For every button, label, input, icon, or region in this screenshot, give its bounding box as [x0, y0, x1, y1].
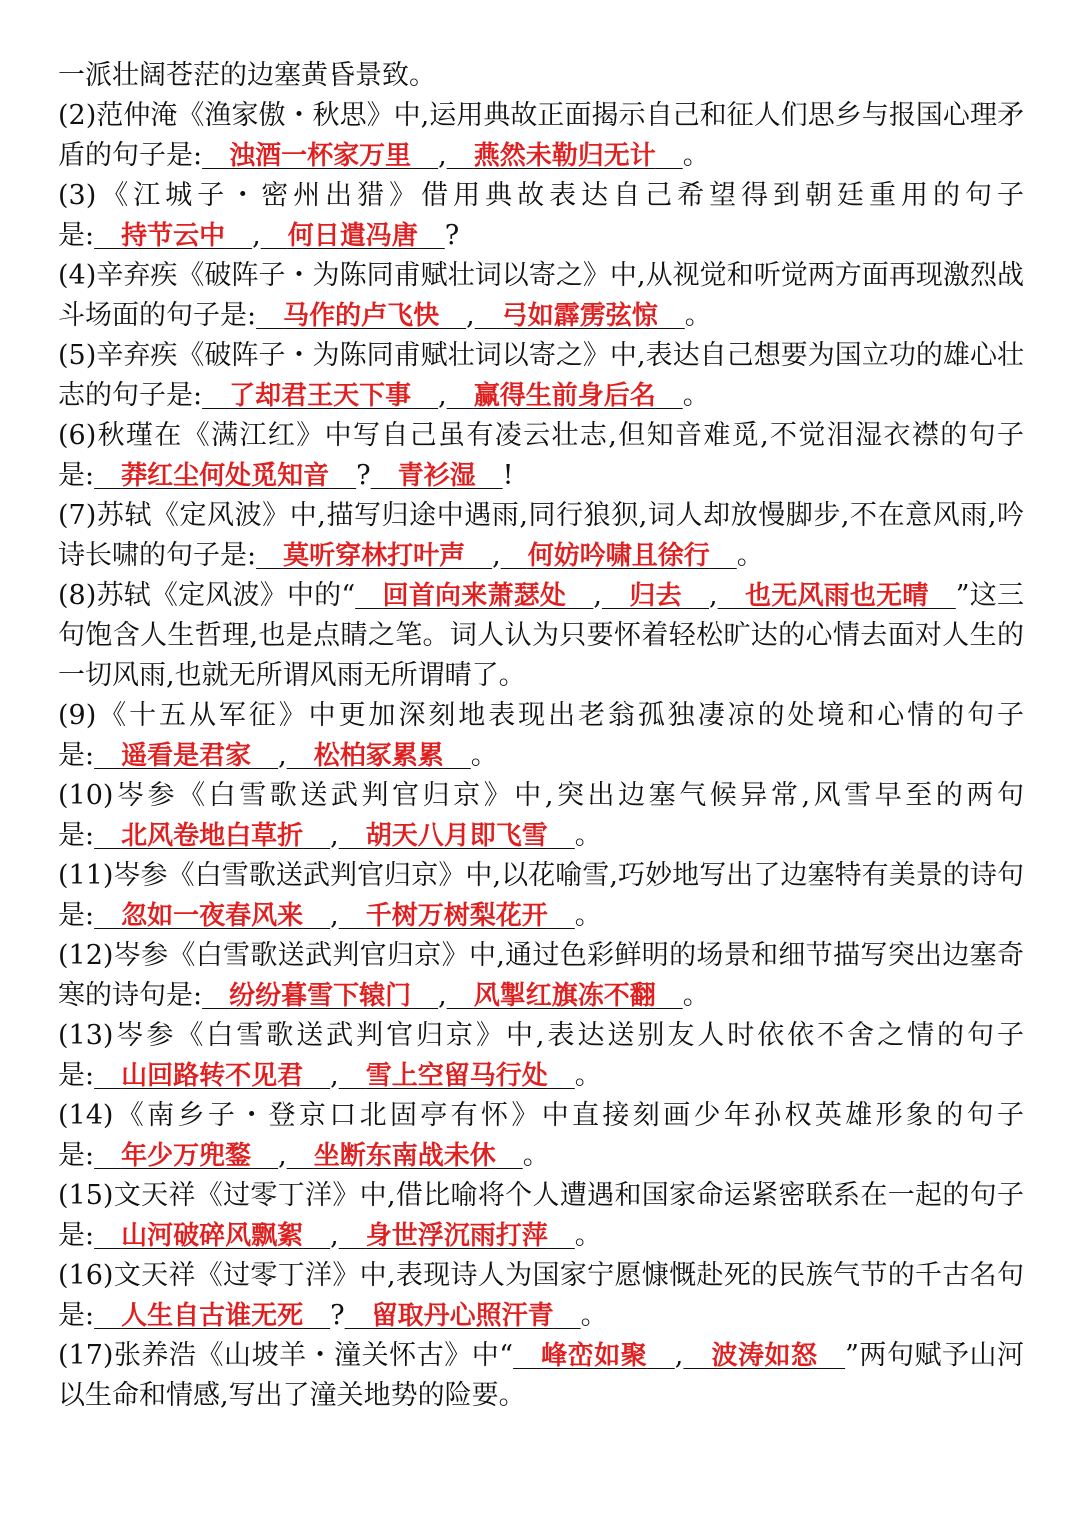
answer-text: 波涛如怒 — [711, 1341, 818, 1371]
answer-text: 遥看是君家 — [121, 741, 252, 771]
question-paragraph — [58, 696, 1024, 776]
answer-blank — [447, 140, 683, 171]
question-text: (3)《江城子・密州出猎》借用典故表达自己希望得到朝廷重用的句子是: — [58, 180, 1024, 251]
answer-text: 年少万兜鍪 — [121, 1141, 252, 1171]
answer-blank — [683, 1340, 845, 1371]
answer-text: 身世浮沉雨打萍 — [365, 1221, 548, 1251]
question-text: (13)岑参《白雪歌送武判官归京》中,表达送别友人时依依不舍之情的句子是: — [58, 1020, 1024, 1091]
question-text: , — [278, 1140, 287, 1171]
question-paragraph — [58, 936, 1024, 1016]
answer-text: 千树万树梨花开 — [365, 901, 548, 931]
answer-blank — [94, 460, 356, 491]
answer-text: 何日遣冯唐 — [287, 221, 418, 251]
answer-text: 弓如霹雳弦惊 — [501, 301, 658, 331]
question-text: 。 — [580, 1300, 608, 1331]
answer-text: 何妨吟啸且徐行 — [527, 541, 710, 571]
answer-text: 峰峦如聚 — [541, 1341, 648, 1371]
question-text: 。 — [682, 980, 710, 1011]
question-text: (10)岑参《白雪歌送武判官归京》中,突出边塞气候异常,风雪早至的两句是: — [58, 780, 1024, 851]
question-text: (7)苏轼《定风波》中,描写归途中遇雨,同行狼狈,词人却放慢脚步,不在意风雨,吟诗长啸的句子是: — [58, 500, 1024, 571]
question-text: , — [330, 1220, 339, 1251]
answer-text: 山回路转不见君 — [121, 1061, 304, 1091]
answer-text: 人生自古谁无死 — [121, 1301, 304, 1331]
question-text: ”两句赋予山河以生命和情感,写出了潼关地势的险要。 — [58, 1340, 1025, 1411]
question-text: (5)辛弃疾《破阵子・为陈同甫赋壮词以寄之》中,表达自己想要为国立功的雄心壮志的句子是: — [58, 340, 1024, 411]
question-text: 。 — [522, 1140, 550, 1171]
answer-text: 松柏冢累累 — [313, 741, 444, 771]
answer-blank — [94, 820, 330, 851]
answer-text: 山河破碎风飘絮 — [121, 1221, 304, 1251]
question-text: 一派壮阔苍茫的边塞黄昏景致。 — [58, 60, 436, 91]
question-text: ? — [356, 460, 371, 491]
question-text: (6)秋瑾在《满江红》中写自己虽有凌云壮志,但知音难觅,不觉泪湿衣襟的句子是: — [58, 420, 1024, 491]
question-text: , — [674, 1340, 684, 1371]
question-text: (8)苏轼《定风波》中的“ — [58, 580, 356, 611]
answer-text: 浊酒一杯家万里 — [229, 141, 412, 171]
answer-blank — [94, 1060, 330, 1091]
question-paragraph — [58, 1336, 1024, 1416]
question-text: (9)《十五从军征》中更加深刻地表现出老翁孤独凄凉的处境和心情的句子是: — [58, 700, 1024, 771]
answer-blank — [345, 1300, 581, 1331]
question-text: 。 — [682, 380, 710, 411]
answer-text: 莽红尘何处觅知音 — [121, 461, 330, 491]
question-text: (14)《南乡子・登京口北固亭有怀》中直接刻画少年孙权英雄形象的句子是: — [58, 1100, 1024, 1171]
answer-blank — [261, 220, 445, 251]
answer-blank — [94, 900, 330, 931]
question-text: , — [593, 580, 602, 611]
question-paragraph — [58, 416, 1024, 496]
question-text: , — [709, 580, 718, 611]
answer-text: 青衫湿 — [397, 461, 476, 491]
answer-blank — [501, 540, 737, 571]
answer-blank — [355, 580, 593, 611]
answer-blank — [94, 1220, 330, 1251]
answer-blank — [287, 740, 471, 771]
question-text: , — [438, 380, 447, 411]
answer-text: 雪上空留马行处 — [365, 1061, 548, 1091]
question-text: ? — [330, 1300, 345, 1331]
answer-text: 留取丹心照汗青 — [371, 1301, 554, 1331]
answer-text: 忽如一夜春风来 — [121, 901, 304, 931]
question-text: (2)范仲淹《渔家傲・秋思》中,运用典故正面揭示自己和征人们思乡与报国心理矛盾的句子是: — [58, 100, 1024, 171]
answer-blank — [94, 1140, 278, 1171]
question-text: , — [330, 1060, 339, 1091]
question-text: , — [330, 820, 339, 851]
question-paragraph — [58, 336, 1024, 416]
question-text: (4)辛弃疾《破阵子・为陈同甫赋壮词以寄之》中,从视觉和听觉两方面再现激烈战斗场面的句子是: — [58, 260, 1024, 331]
question-text: ”这三句饱含人生哲理,也是点睛之笔。词人认为只要怀着轻松旷达的心情去面对人生的一切风雨,也就无所谓风雨无所谓晴了。 — [58, 580, 1025, 691]
answer-text: 莫听穿林打叶声 — [283, 541, 466, 571]
question-text: (11)岑参《白雪歌送武判官归京》中,以花喻雪,巧妙地写出了边塞特有美景的诗句是: — [58, 860, 1024, 931]
question-paragraph — [58, 1176, 1024, 1256]
question-paragraph — [58, 1016, 1024, 1096]
question-text: ! — [502, 460, 514, 491]
answer-blank — [256, 540, 492, 571]
answer-blank — [202, 380, 438, 411]
answer-blank — [202, 980, 438, 1011]
answer-blank — [447, 980, 683, 1011]
question-text: , — [438, 140, 447, 171]
question-text: 。 — [682, 140, 710, 171]
answer-text: 赢得生前身后名 — [473, 381, 656, 411]
question-paragraph — [58, 256, 1024, 336]
question-paragraph — [58, 576, 1024, 696]
answer-blank — [339, 1060, 575, 1091]
question-text: 。 — [574, 1060, 602, 1091]
answer-blank — [339, 1220, 575, 1251]
answer-text: 燕然未勒归无计 — [473, 141, 656, 171]
question-paragraph — [58, 776, 1024, 856]
answer-text: 也无风雨也无晴 — [745, 581, 929, 611]
answer-text: 马作的卢飞快 — [283, 301, 440, 331]
question-text: (15)文天祥《过零丁洋》中,借比喻将个人遭遇和国家命运紧密联系在一起的句子是: — [58, 1180, 1024, 1251]
question-text: , — [438, 980, 447, 1011]
question-paragraph — [58, 176, 1024, 256]
answer-blank — [602, 580, 709, 611]
answer-text: 北风卷地白草折 — [121, 821, 304, 851]
question-paragraph — [58, 56, 1024, 96]
answer-blank — [475, 300, 685, 331]
question-text: (17)张养浩《山坡羊・潼关怀古》中“ — [58, 1340, 514, 1371]
question-text: , — [492, 540, 501, 571]
answer-blank — [256, 300, 466, 331]
answer-text: 回首向来萧瑟处 — [382, 581, 567, 611]
answer-blank — [371, 460, 503, 491]
question-text: (12)岑参《白雪歌送武判官归京》中,通过色彩鲜明的场景和细节描写突出边塞奇寒的诗句是: — [58, 940, 1024, 1011]
question-text: 。 — [470, 740, 498, 771]
answer-blank — [94, 740, 278, 771]
answer-text: 持节云中 — [121, 221, 226, 251]
answer-text: 坐断东南战未休 — [313, 1141, 496, 1171]
question-paragraph — [58, 96, 1024, 176]
answer-blank — [718, 580, 956, 611]
answer-blank — [94, 1300, 330, 1331]
question-text: 。 — [684, 300, 712, 331]
answer-blank — [339, 900, 575, 931]
question-text: 。 — [736, 540, 764, 571]
answer-blank — [513, 1340, 675, 1371]
question-paragraph — [58, 856, 1024, 936]
answer-blank — [94, 220, 252, 251]
question-text: 。 — [574, 1220, 602, 1251]
question-text: , — [252, 220, 261, 251]
question-text: ? — [444, 220, 460, 251]
question-text: , — [330, 900, 339, 931]
answer-text: 风掣红旗冻不翻 — [473, 981, 656, 1011]
answer-text: 胡天八月即飞雪 — [365, 821, 548, 851]
answer-blank — [447, 380, 683, 411]
worksheet-body — [58, 56, 1024, 1416]
answer-text: 纷纷暮雪下辕门 — [229, 981, 412, 1011]
question-paragraph — [58, 496, 1024, 576]
question-text: (16)文天祥《过零丁洋》中,表现诗人为国家宁愿慷慨赴死的民族气节的千古名句是: — [58, 1260, 1024, 1331]
question-text: 。 — [574, 820, 602, 851]
answer-blank — [339, 820, 575, 851]
question-paragraph — [58, 1096, 1024, 1176]
question-paragraph — [58, 1256, 1024, 1336]
answer-text: 了却君王天下事 — [229, 381, 412, 411]
answer-blank — [202, 140, 438, 171]
answer-text: 归去 — [629, 581, 682, 611]
answer-blank — [287, 1140, 523, 1171]
question-text: 。 — [574, 900, 602, 931]
question-text: , — [466, 300, 475, 331]
question-text: , — [278, 740, 287, 771]
